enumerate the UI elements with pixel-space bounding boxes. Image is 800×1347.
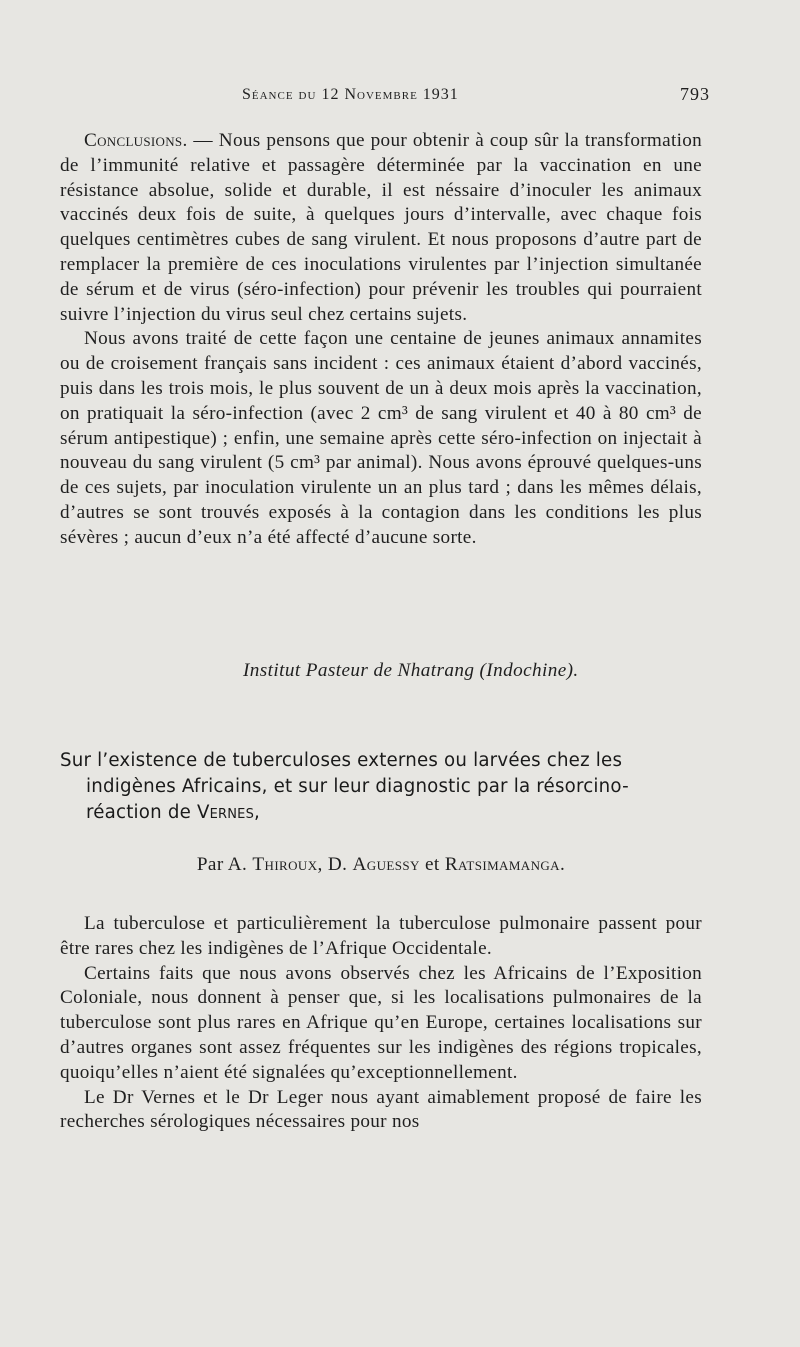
authors-prefix: Par A. <box>196 854 253 875</box>
authors-separator-1: , D. <box>317 854 353 875</box>
article-authors <box>60 854 702 876</box>
article-body <box>60 912 702 1135</box>
title-author-name: Vernes <box>196 802 255 823</box>
running-title: Séance du 12 Novembre 1931 <box>242 86 459 103</box>
authors-separator-2: et <box>419 854 445 875</box>
title-line-1: Sur l’existence de tuberculoses externes ou larvées chez les <box>60 750 623 771</box>
article-paragraph-1: La tuberculose et particulièrement la tuberculose pulmonaire passent pour être rares chez les indigènes de l’Afrique Occidentale. <box>60 913 702 959</box>
author-thiroux: Thiroux <box>252 854 318 875</box>
title-line-3 <box>60 800 708 826</box>
authors-end: . <box>559 854 566 875</box>
conclusions-paragraph <box>60 129 702 327</box>
conclusions-text: — Nous pensons que pour obtenir à coup sûr la transformation de l’immunité relative et passagère déterminée par la vaccination en une résistance absolue, solide et durable, il est néssaire d’inoculer les animaux vaccinés deux fois de suite, à quelques jours d’intervalle, avec chaque fois quelques centimètres cubes de sang virulent. Et nous proposons d’autre part de remplacer la première de ces inoculations virulentes par l’injection simultanée de sérum et de virus (séro-infection) pour prévenir les troubles qui pourraient suivre l’injection du virus seul chez certains sujets. <box>60 130 702 325</box>
page-number: 793 <box>680 84 710 104</box>
conclusions-section <box>60 129 702 551</box>
title-line-3-prefix: réaction de <box>86 802 197 823</box>
author-ratsimamanga: Ratsimamanga <box>444 854 560 875</box>
running-head <box>60 84 710 114</box>
institute-signature: Institut Pasteur de Nhatrang (Indochine). <box>243 660 579 681</box>
author-aguessy: Aguessy <box>352 854 420 875</box>
article-paragraph-2: Certains faits que nous avons observés chez les Africains de l’Exposition Coloniale, nous donnent à penser que, si les localisations pulmonaires de la tuberculose sont plus rares en Afrique qu’en Europe, certaines localisations sur d’autres organes sont assez fréquentes sur les indigènes des régions tropicales, quoiqu’elles n’aient été signalées qu’exceptionnellement. <box>60 962 702 1083</box>
conclusions-lead: Conclusions. <box>84 130 188 151</box>
treatment-paragraph: Nous avons traité de cette façon une centaine de jeunes animaux annamites ou de croisement français sans incident : ces animaux étaient d’abord vaccinés, puis dans les trois mois, le plus souvent de un à deux mois après la vaccination, on pratiquait la séro-infection (avec 2 cm³ de sang virulent et 40 à 80 cm³ de sérum antipestique) ; enfin, une semaine après cette séro-infection on injectait à nouveau du sang virulent (5 cm³ par animal). Nous avons éprouvé quelques-uns de ces sujets, par inoculation virulente un an plus tard ; dans les mêmes délais, d’autres se sont trouvés exposés à la contagion dans les conditions les plus sévères ; aucun d’eux n’a été affecté d’aucune sorte. <box>60 328 702 548</box>
title-line-3-suffix: , <box>254 802 261 823</box>
title-line-2: indigènes Africains, et sur leur diagnostic par la résorcino- <box>86 776 629 797</box>
article-title <box>60 748 708 826</box>
article-paragraph-3: Le Dr Vernes et le Dr Leger nous ayant aimablement proposé de faire les recherches sérologiques nécessaires pour nos <box>60 1086 702 1133</box>
